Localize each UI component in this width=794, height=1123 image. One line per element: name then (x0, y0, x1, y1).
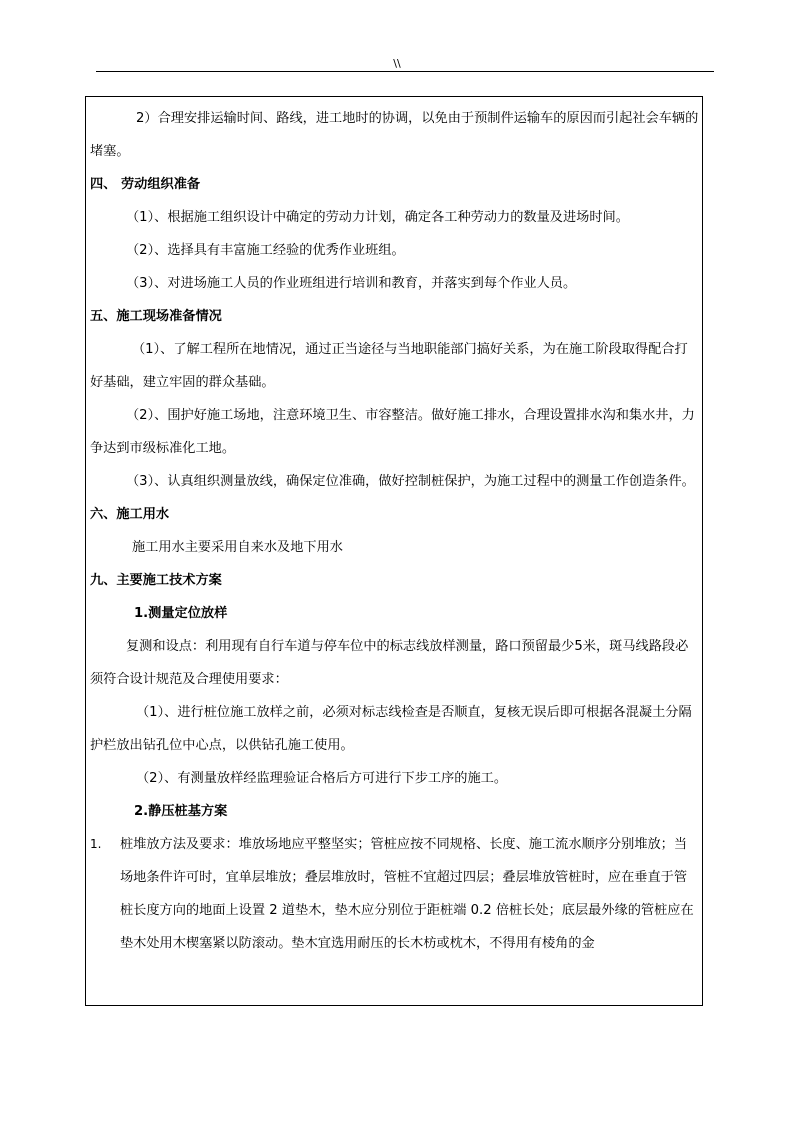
header-mark: \\ (393, 57, 401, 70)
document-body (90, 102, 700, 960)
list-item (90, 828, 700, 960)
heading-labor-preparation: 四、 劳动组织准备 (90, 177, 201, 192)
paragraph-survey-2: （1）、进行桩位施工放样之前，必须对标志线检查是否顺直，复核无误后即可根据各混凝土分隔护栏放出钻孔位中心点，以供钻孔施工使用。 (90, 705, 692, 753)
paragraph-site-3: （3）、认真组织测量放线，确保定位准确，做好控制桩保护，为施工过程中的测量工作创造条件。 (126, 474, 695, 489)
paragraph-labor-2: （2）、选择具有丰富施工经验的优秀作业班组。 (126, 243, 405, 258)
paragraph-labor-1: （1）、根据施工组织设计中确定的劳动力计划，确定各工种劳动力的数量及进场时间。 (126, 210, 629, 225)
heading-site-preparation: 五、施工现场准备情况 (90, 309, 222, 324)
paragraph-survey-3: （2）、有测量放样经监理验证合格后方可进行下步工序的施工。 (136, 771, 508, 786)
paragraph-survey-1: 复测和设点：利用现有自行车道与停车位中的标志线放样测量，路口预留最少5米，斑马线路段必须符合设计规范及合理使用要求： (90, 639, 689, 687)
paragraph-transport-schedule: 2）合理安排运输时间、路线，进工地时的协调，以免由于预制件运输车的原因而引起社会车辆的堵塞。 (90, 111, 699, 159)
paragraph-site-2: （2）、围护好施工场地，注意环境卫生、市容整洁。做好施工排水，合理设置排水沟和集水井，力争达到市级标准化工地。 (90, 408, 695, 456)
header-rule (96, 71, 714, 72)
paragraph-water: 施工用水主要采用自来水及地下用水 (132, 540, 343, 555)
heading-construction-water: 六、施工用水 (90, 507, 170, 522)
paragraph-site-1: （1）、了解工程所在地情况，通过正当途径与当地职能部门搞好关系，为在施工阶段取得配合打好基础，建立牢固的群众基础。 (90, 342, 688, 390)
subheading-static-pile: 2.静压桩基方案 (134, 804, 228, 819)
heading-technical-plan: 九、主要施工技术方案 (90, 573, 222, 588)
subheading-survey-staking: 1.测量定位放样 (134, 606, 228, 621)
list-text: 桩堆放方法及要求：堆放场地应平整坚实；管桩应按不同规格、长度、施工流水顺序分别堆放；当场地条件许可时，宜单层堆放；叠层堆放时，管桩不宜超过四层；叠层堆放管桩时，应在垂直于管桩长度方向的地面上设置 2 道垫木，垫木应分别位于距桩端 0.2 倍桩长处；底层最外缘的管桩应在垫木处用木楔塞紧以防滚动。垫木宜选用耐压的长木枋或枕木，不得用有棱角的金 (120, 837, 694, 951)
list-number: 1. (90, 837, 102, 851)
paragraph-labor-3: （3）、对进场施工人员的作业班组进行培训和教育，并落实到每个作业人员。 (126, 276, 577, 291)
